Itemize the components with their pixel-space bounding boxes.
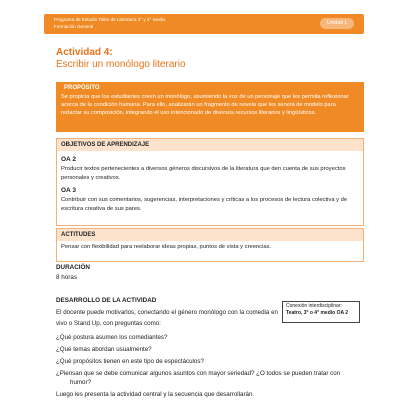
header-bar: [44, 14, 364, 34]
development-label: DESARROLLO DE LA ACTIVIDAD: [56, 297, 157, 304]
unit-badge: Unidad 1: [320, 18, 354, 29]
question-item: ¿Qué propósitos tienen en este tipo de espectáculos?: [56, 358, 204, 365]
oa-3-code: OA 3: [61, 187, 76, 194]
connection-value: Teatro, 3° o 4° medio OA 2: [286, 310, 349, 316]
objectives-heading: OBJETIVOS DE APRENDIZAJE: [57, 139, 363, 151]
question-item: ¿Qué postura asumen los comediantes?: [56, 334, 168, 341]
oa-3-text: Contribuir con sus comentarios, sugerencias, interpretaciones y críticas a los procesos de lectura colectiva y de escritura creativa de sus pares.: [61, 197, 348, 212]
attitudes-heading: ACTITUDES: [57, 229, 363, 241]
oa-2-text: Producir textos pertenecientes a diversos géneros discursivos de la literatura que den cuenta de sus proyectos personales y creativos.: [61, 166, 346, 181]
development-closing: Luego les presenta la actividad central y la secuencia que desarrollarán.: [56, 391, 255, 398]
purpose-box: [56, 82, 364, 132]
question-item: ¿Piensan que se debe comunicar algunos asuntos con mayor seriedad? ¿O todos se pueden tratar con: [56, 370, 341, 377]
objectives-box: [56, 138, 364, 226]
question-item: humor?: [70, 379, 91, 386]
attitudes-text: Pensar con flexibilidad para reelaborar ideas propias, puntos de vista y creencias.: [61, 244, 272, 250]
duration-value: 8 horas: [56, 274, 78, 281]
program-subtitle: Formación General: [54, 24, 94, 29]
activity-title: Actividad 4:: [56, 47, 113, 58]
purpose-text: Se propicia que los estudiantes creen un monólogo, asumiendo la voz de un personaje que les permita reflexionar acerca de la condición humana. Para ello, analizarán un fragmento de novela que les servirá de modelo para redactar su composición, integrando el uso intencionado de diversos recursos literarios y lingüísticos.: [61, 94, 349, 116]
development-intro: El docente puede motivarlos, conectando el género monólogo con la comedia en vivo o Stand Up, con preguntas como:: [56, 309, 278, 327]
purpose-heading: PROPÓSITO: [64, 85, 100, 91]
oa-2-code: OA 2: [61, 156, 76, 163]
attitudes-box: [56, 228, 364, 262]
activity-subtitle: Escribir un monólogo literario: [56, 59, 186, 70]
connection-label: Conexión interdisciplinar:: [286, 303, 342, 309]
interdisciplinary-connection: [282, 301, 360, 323]
program-title: Programa de Estudio Taller de Literatura 3° y 4° medio: [54, 17, 166, 22]
question-item: ¿Qué temas abordan usualmente?: [56, 346, 152, 353]
duration-label: DURACIÓN: [56, 264, 90, 271]
